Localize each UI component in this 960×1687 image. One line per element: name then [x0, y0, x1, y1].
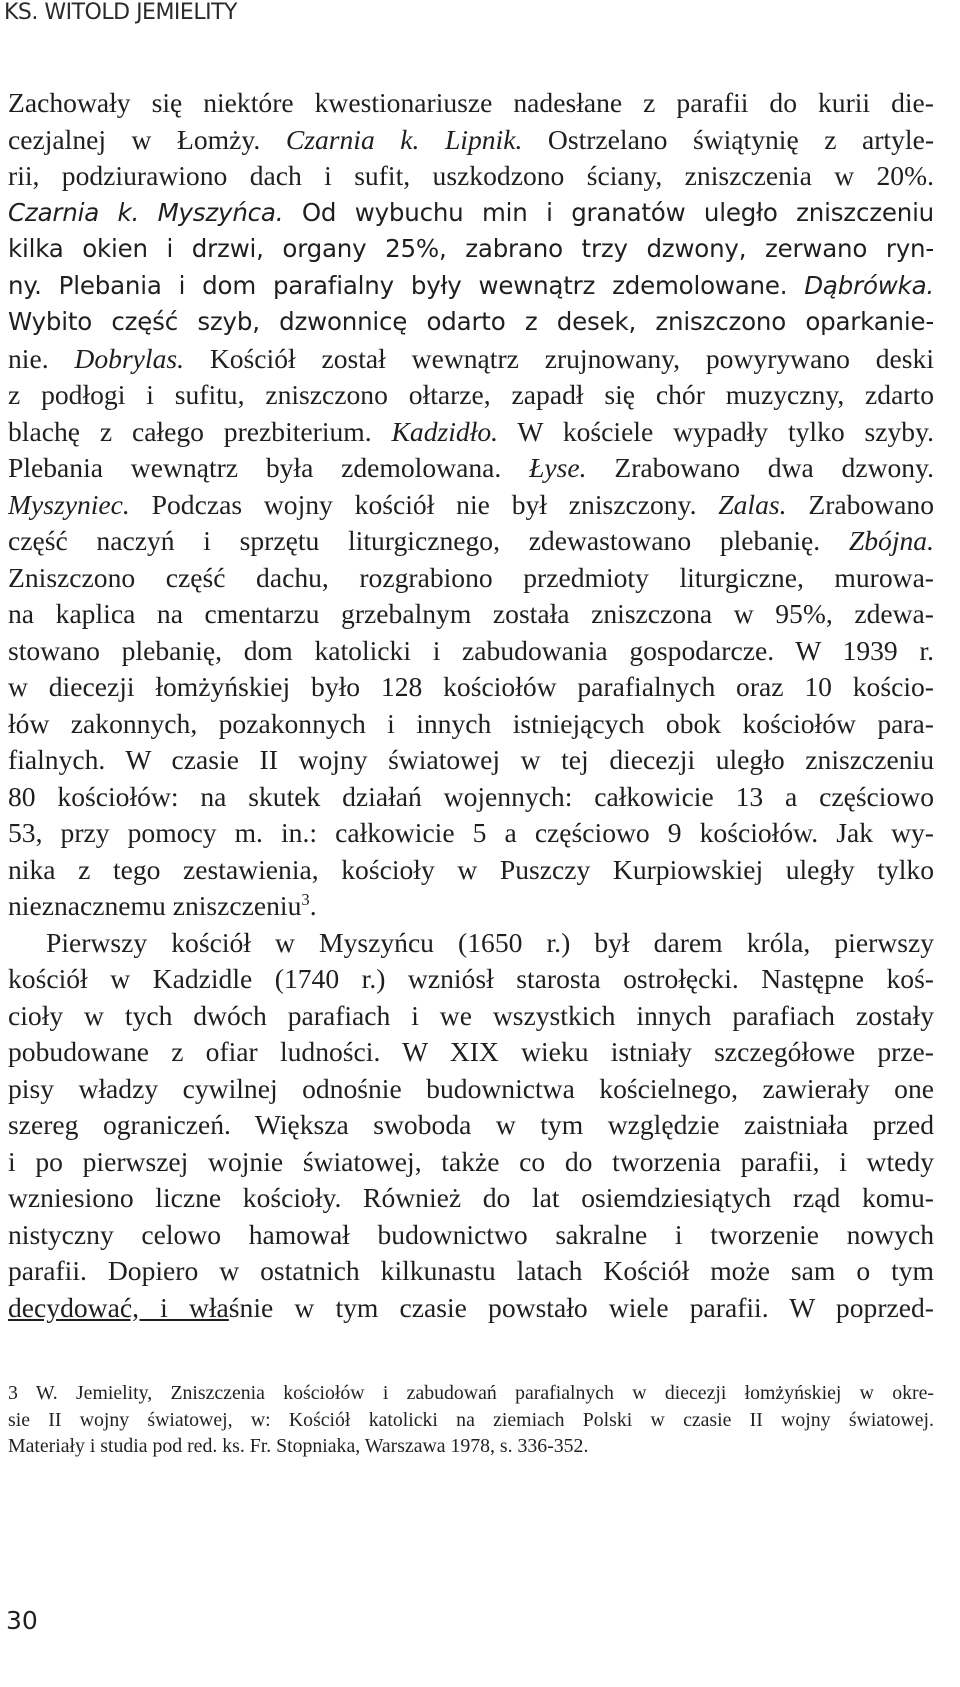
text-line: stowano plebanię, dom katolicki i zabudowania gospodarcze. W 1939 r.	[8, 634, 934, 666]
text-line: blachę z całego prezbiterium. Kadzidło. W kościele wypadły tylko szyby.	[8, 415, 934, 447]
text-line: Czarnia k. Myszyńca. Od wybuchu min i granatów uległo zniszczeniu	[8, 197, 934, 227]
text-line: parafii. Dopiero w ostatnich kilkunastu latach Kościół może sam o tym	[8, 1255, 934, 1286]
text-line: 53, przy pomocy m. in.: całkowicie 5 a częściowo 9 kościołów. Jak wy-	[8, 817, 934, 848]
footnote-line: sie II wojny światowej, w: Kościół katolicki na ziemiach Polski w czasie II wojny światowej.	[8, 1408, 934, 1431]
text-line: łów zakonnych, pozakonnych i innych istniejących obok kościołów para-	[8, 707, 934, 739]
text-line: decydować, i właśnie w tym czasie powstało wiele parafii. W poprzed-	[8, 1291, 934, 1323]
text-line: Wybito część szyb, dzwonnicę odarto z desek, zniszczono oparkanie-	[8, 307, 934, 336]
footnote-ref: 3	[301, 889, 310, 909]
text-line: Myszyniec. Podczas wojny kościół nie był zniszczony. Zalas. Zrabowano	[8, 488, 934, 520]
footnote-line: Materiały i studia pod red. ks. Fr. Stopniaka, Warszawa 1978, s. 336-352.	[8, 1435, 589, 1457]
text-line: szereg ograniczeń. Większa swoboda w tym względzie zaistniała przed	[8, 1109, 934, 1140]
text-line: w diecezji łomżyńskiej było 128 kościołów parafialnych oraz 10 kościo-	[8, 671, 934, 702]
running-head: KS. WITOLD JEMIELITY	[4, 0, 237, 25]
place-name: Dąbrówka.	[804, 270, 934, 300]
text-line: fialnych. W czasie II wojny światowej w tej diecezji uległo zniszczeniu	[8, 744, 934, 775]
place-name: Czarnia k. Myszyńca.	[8, 197, 284, 227]
text-line: rii, podziurawiono dach i sufit, uszkodzono ściany, zniszczenia w 20%.	[8, 160, 934, 191]
text-line: kilka okien i drzwi, organy 25%, zabrano trzy dzwony, zerwano ryn-	[8, 234, 934, 263]
place-name: Czarnia k. Lipnik.	[285, 123, 523, 155]
footnote-line: 3 W. Jemielity, Zniszczenia kościołów i zabudowań parafialnych w diecezji łomżyńskiej w okre-	[8, 1382, 934, 1404]
place-name: Łyse.	[529, 452, 587, 483]
footnotes	[8, 1380, 934, 1460]
text-line: 80 kościołów: na skutek działań wojennych: całkowicie 13 a częściowo	[8, 780, 934, 812]
paragraph-start: Pierwszy kościół w Myszyńcu (1650 r.) był darem króla, pierwszy	[46, 926, 934, 958]
place-name: Kadzidło.	[391, 415, 499, 447]
text-line: część naczyń i sprzętu liturgicznego, zdewastowano plebanię. Zbójna.	[8, 525, 934, 556]
underlined-text: decydować, i wła	[8, 1291, 229, 1323]
text-line: nie. Dobrylas. Kościół został wewnątrz zrujnowany, powyrywano deski	[8, 342, 934, 374]
text-line: cioły w tych dwóch parafiach i we wszystkich innych parafiach zostały	[8, 999, 934, 1031]
text-line: nika z tego zestawienia, kościoły w Puszczy Kurpiowskiej uległy tylko	[8, 853, 934, 885]
text-line: Plebania wewnątrz była zdemolowana. Łyse. Zrabowano dwa dzwony.	[8, 452, 934, 483]
text-line: nistyczny celowo hamował budownictwo sakralne i tworzenie nowych	[8, 1218, 934, 1250]
text-line: pobudowane z ofiar ludności. W XIX wieku istniały szczegółowe prze-	[8, 1036, 934, 1067]
text-line: z podłogi i sufitu, zniszczono ołtarze, zapadł się chór muzyczny, zdarto	[8, 379, 934, 410]
text-line: wzniesiono liczne kościoły. Również do lat osiemdziesiątych rząd komu-	[8, 1182, 934, 1213]
text-line: pisy władzy cywilnej odnośnie budownictwa kościelnego, zawierały one	[8, 1072, 934, 1104]
text-line: cezjalnej w Łomży. Czarnia k. Lipnik. Ostrzelano świątynię z artyle-	[8, 123, 934, 155]
place-name: Myszyniec.	[8, 488, 130, 520]
text-line: i po pierwszej wojnie światowej, także co do tworzenia parafii, i wtedy	[8, 1145, 934, 1177]
text-line: nieznacznemu zniszczeniu$^3$.	[8, 889, 317, 921]
text-line: Zniszczono część dachu, rozgrabiono przedmioty liturgiczne, murowa-	[8, 561, 934, 593]
text-line: na kaplica na cmentarzu grzebalnym została zniszczona w 95%, zdewa-	[8, 598, 934, 629]
text-line: ny. Plebania i dom parafialny były wewnątrz zdemolowane. Dąbrówka.	[8, 270, 934, 300]
body-text	[8, 85, 934, 1326]
place-name: Zalas.	[718, 488, 787, 520]
page-number: 30	[6, 1606, 38, 1635]
place-name: Zbójna.	[848, 525, 934, 556]
place-name: Dobrylas.	[74, 342, 185, 374]
text-line: kościół w Kadzidle (1740 r.) wzniósł starosta ostrołęcki. Następne koś-	[8, 963, 934, 994]
text-line: Zachowały się niektóre kwestionariusze nadesłane z parafii do kurii die-	[8, 87, 934, 118]
